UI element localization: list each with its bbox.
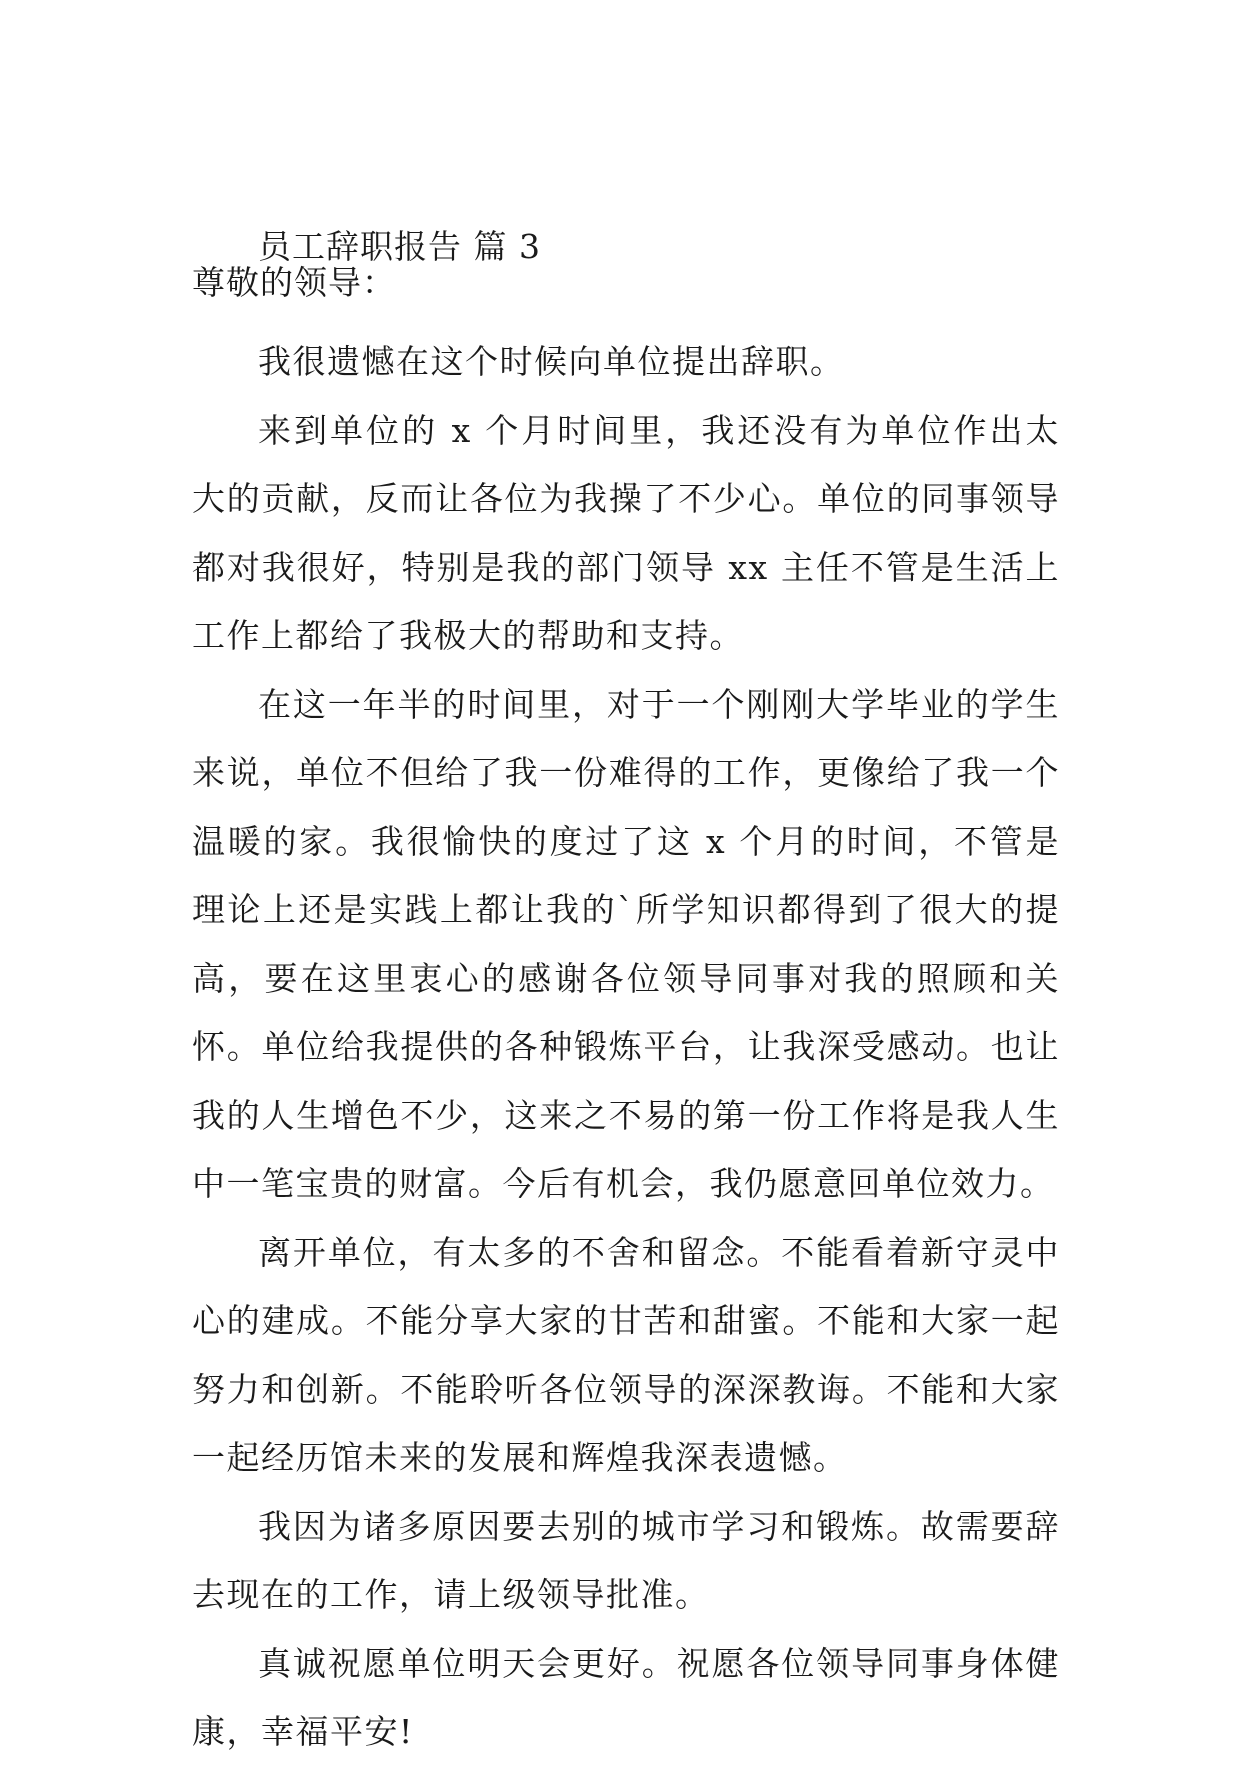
paragraph: 离开单位，有太多的不舍和留念。不能看着新守灵中心的建成。不能分享大家的甘苦和甜蜜。不能和大家一起努力和创新。不能聆听各位领导的深深教诲。不能和大家一起经历馆未来的发展和辉煌我深表遗憾。 (192, 1232, 1060, 1477)
paragraph: 我很遗憾在这个时候向单位提出辞职。 (258, 342, 845, 381)
document-body (192, 328, 1060, 1767)
paragraph: 真诚祝愿单位明天会更好。祝愿各位领导同事身体健康，幸福平安! (192, 1643, 1060, 1751)
paragraph: 我因为诸多原因要去别的城市学习和锻炼。故需要辞去现在的工作，请上级领导批准。 (192, 1506, 1060, 1614)
document-title: 员工辞职报告 篇 3 (258, 227, 541, 266)
salutation: 尊敬的领导： (192, 263, 396, 302)
paragraph: 在这一年半的时间里，对于一个刚刚大学毕业的学生来说，单位不但给了我一份难得的工作，更像给了我一个温暖的家。我很愉快的度过了这 x 个月的时间，不管是理论上还是实践上都让我的`所学知识都得到了很大的提高，要在这里衷心的感谢各位领导同事对我的照顾和关怀。单位给我提供的各种锻炼平台，让我深受感动。也让我的人生增色不少，这来之不易的第一份工作将是我人生中一笔宝贵的财富。今后有机会，我仍愿意回单位效力。 (192, 684, 1060, 1203)
paragraph: 来到单位的 x 个月时间里，我还没有为单位作出太大的贡献，反而让各位为我操了不少心。单位的同事领导都对我很好，特别是我的部门领导 xx 主任不管是生活上工作上都给了我极大的帮助和支持。 (192, 410, 1060, 655)
